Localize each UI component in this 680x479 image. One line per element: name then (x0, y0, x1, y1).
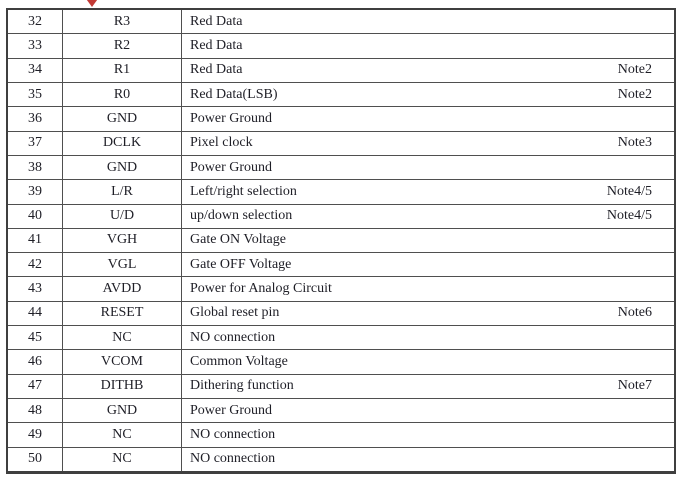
pin-description-text: Gate OFF Voltage (190, 256, 292, 272)
pin-number-cell: 32 (8, 10, 63, 33)
pin-description-cell (182, 59, 674, 82)
pin-note-text: Note4/5 (606, 183, 652, 199)
pin-name-cell: VCOM (63, 350, 182, 373)
table-row (8, 302, 674, 326)
pin-description-cell (182, 156, 674, 179)
pin-number-cell: 36 (8, 107, 63, 130)
table-row (8, 375, 674, 399)
pin-description-text: Power Ground (190, 402, 273, 418)
pin-name-cell: GND (63, 156, 182, 179)
pin-description-text: Common Voltage (190, 354, 288, 370)
pin-description-text: NO connection (190, 329, 276, 345)
table-row (8, 448, 674, 471)
pin-description-cell (182, 10, 674, 33)
pin-description-cell (182, 107, 674, 130)
pin-note-text: Note3 (617, 135, 652, 151)
pin-description-cell (182, 375, 674, 398)
pin-description-cell (182, 205, 674, 228)
pin-description-cell (182, 302, 674, 325)
pin-name-cell: NC (63, 423, 182, 446)
pin-description-cell (182, 326, 674, 349)
pin-number-cell: 43 (8, 277, 63, 300)
pin-description-text: Dithering function (190, 378, 294, 394)
pin-name-cell: NC (63, 448, 182, 471)
pin-description-text: Left/right selection (190, 183, 297, 199)
pin-description-text: Red Data(LSB) (190, 86, 278, 102)
pin-description-cell (182, 423, 674, 446)
pin-description-text: Pixel clock (190, 135, 253, 151)
pin-description-text: Red Data (190, 62, 243, 78)
pin-description-cell (182, 180, 674, 203)
pin-description-cell (182, 34, 674, 57)
table-row (8, 205, 674, 229)
table-row (8, 10, 674, 34)
pin-name-cell: AVDD (63, 277, 182, 300)
pin-number-cell: 40 (8, 205, 63, 228)
pin-description-cell (182, 132, 674, 155)
pin-description-text: up/down selection (190, 208, 293, 224)
pin-note-text: Note2 (617, 62, 652, 78)
table-row (8, 59, 674, 83)
red-arrow-down-icon (84, 0, 100, 7)
pin-name-cell: GND (63, 107, 182, 130)
pin-name-cell: GND (63, 399, 182, 422)
pin-number-cell: 46 (8, 350, 63, 373)
pin-description-cell (182, 399, 674, 422)
table-row (8, 423, 674, 447)
pin-name-cell: DITHB (63, 375, 182, 398)
table-row (8, 253, 674, 277)
pin-description-text: Power Ground (190, 110, 273, 126)
pin-description-table (6, 8, 676, 474)
pin-number-cell: 42 (8, 253, 63, 276)
pin-name-cell: DCLK (63, 132, 182, 155)
pin-name-cell: VGL (63, 253, 182, 276)
pin-description-text: Power for Analog Circuit (190, 281, 332, 297)
pin-description-cell (182, 277, 674, 300)
pin-number-cell: 50 (8, 448, 63, 471)
table-row (8, 83, 674, 107)
pin-name-cell: NC (63, 326, 182, 349)
pin-description-cell (182, 350, 674, 373)
table-row (8, 399, 674, 423)
pin-number-cell: 41 (8, 229, 63, 252)
table-row (8, 107, 674, 131)
pin-description-text: NO connection (190, 426, 276, 442)
pin-name-cell: R0 (63, 83, 182, 106)
pin-description-cell (182, 229, 674, 252)
pin-name-cell: VGH (63, 229, 182, 252)
table-row (8, 350, 674, 374)
pin-description-text: Red Data (190, 13, 243, 29)
pin-number-cell: 34 (8, 59, 63, 82)
pin-description-cell (182, 83, 674, 106)
pin-note-text: Note6 (617, 305, 652, 321)
pin-number-cell: 45 (8, 326, 63, 349)
pin-number-cell: 44 (8, 302, 63, 325)
table-row (8, 277, 674, 301)
pin-number-cell: 38 (8, 156, 63, 179)
table-row (8, 34, 674, 58)
pin-number-cell: 33 (8, 34, 63, 57)
pin-description-text: Gate ON Voltage (190, 232, 286, 248)
pin-number-cell: 39 (8, 180, 63, 203)
pin-description-text: Power Ground (190, 159, 273, 175)
pin-note-text: Note2 (617, 86, 652, 102)
pin-name-cell: U/D (63, 205, 182, 228)
pin-note-text: Note4/5 (606, 208, 652, 224)
pin-description-text: NO connection (190, 451, 276, 467)
table-row (8, 229, 674, 253)
pin-name-cell: R3 (63, 10, 182, 33)
pin-description-text: Global reset pin (190, 305, 280, 321)
table-row (8, 132, 674, 156)
pin-description-text: Red Data (190, 37, 243, 53)
pin-number-cell: 47 (8, 375, 63, 398)
pin-note-text: Note7 (617, 378, 652, 394)
table-row (8, 326, 674, 350)
pin-name-cell: RESET (63, 302, 182, 325)
pin-name-cell: R1 (63, 59, 182, 82)
table-row (8, 180, 674, 204)
pin-number-cell: 49 (8, 423, 63, 446)
pin-description-cell (182, 253, 674, 276)
pin-number-cell: 37 (8, 132, 63, 155)
pin-name-cell: L/R (63, 180, 182, 203)
pin-description-cell (182, 448, 674, 471)
table-row (8, 156, 674, 180)
pin-name-cell: R2 (63, 34, 182, 57)
pin-number-cell: 35 (8, 83, 63, 106)
pin-number-cell: 48 (8, 399, 63, 422)
